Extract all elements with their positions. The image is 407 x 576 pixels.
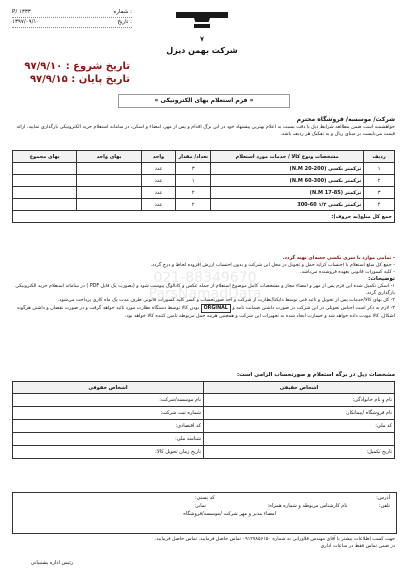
- tender-dates: [10, 60, 130, 86]
- table-row: ۱ ترکمتر بکسی (N.M 20-200) ۳ عدد: [13, 163, 395, 175]
- note-1: - تمامی موارد با سری بکسی جعبه‌ای تهیه گردد.: [282, 256, 395, 261]
- table-row: تاریخ تکمیل: تاریخ زمان تحویل کالا:: [13, 446, 395, 459]
- note-p3: ۳- لازم به ذکر است اجناس تحویلی در این شرکت در صورت داشتن ضمانت نامه و ORGINAL بودن کالا توسط دستگاه نظارت مورد تائید خواهد گرفت و در صورت نقصان و داشتن هرگونه اشکال، کالا مودت داده خواهد شد و خسارت ایجاد شده به تجهیزات این شرکت و همچنین هزینه حمل مربوطه تامین کننده کالا خواهد بود.: [16, 306, 395, 319]
- form-title: « فرم استعلام بهای الکترونیکی »: [118, 94, 290, 108]
- col-legal-persons: اشخاص حقوقی: [13, 382, 204, 394]
- phone-line: تلفن: نام کارشناس مربوطه و شماره همراه: نمابر:: [194, 503, 390, 509]
- total-row: [13, 211, 395, 223]
- footer-contact: جهت کسب اطلاعات بیشتر با آقای مهندس فلاورانی به شماره ۰۹۱۲۷۸۵۶۱۵۰ تماس حاصل فرمایید. تماس حاصل فرمایید.: [154, 537, 395, 542]
- addressee: شرکت/ موسسه/ فروشگاه محترم: [296, 116, 395, 123]
- table-row: ۴ ترکمتر بکسی ۱/۲ 60-300 ۲ عدد: [13, 199, 395, 211]
- company-name: شرکت بهمن دیزل: [166, 46, 238, 55]
- buyer-header-row: [13, 382, 395, 394]
- total-price-cell[interactable]: [13, 199, 77, 211]
- address-line: آدرس: کد پستی:: [194, 495, 390, 501]
- note-p2: ۲- کل بهای کالا/خدمات پس از تحویل و تائید فنی توسط دایکتا/نظارت از شرکت و اخذ صورتحساب و کسر کلیه کسورات قانونی طرف مدت یک ماه کاری پرداخت می‌شود.: [57, 298, 395, 303]
- doc-number: P/ ۱۳۳۳ شماره :: [12, 8, 132, 18]
- unit-price-cell[interactable]: [77, 187, 141, 199]
- company-logo: [164, 8, 240, 68]
- unit-price-cell[interactable]: [77, 163, 141, 175]
- notes-title: توضیحات:: [368, 276, 395, 282]
- bahman-diesel-logo-icon: [172, 8, 232, 46]
- note-2: - جمع کل مبلغ استعلام با احتساب کرایه حمل و تحویل در محل این شرکت و بدون احتساب ارزش افزوده لحاظ و درج گردد.: [150, 263, 395, 268]
- col-row: ردیف: [364, 151, 395, 163]
- doc-date: ۱۳۹۷/۰۹/۱۰ تاریخ :: [12, 18, 132, 28]
- col-real-persons: اشخاص حقیقی: [204, 382, 395, 394]
- total-label: جمع کل مبلغ(به حروف):: [13, 211, 395, 223]
- items-table: [12, 150, 395, 223]
- notes-section: [12, 255, 395, 320]
- col-unit-price: بهای واحد: [77, 151, 141, 163]
- col-qty: تعداد/ مقدار: [176, 151, 211, 163]
- footer-notes: [12, 536, 395, 550]
- total-price-cell[interactable]: [13, 187, 77, 199]
- col-desc: مشخصات ونوع کالا / خدمات مورد استعلام: [211, 151, 364, 163]
- end-date: تاریخ پایان : ۹۷/۹/۱۵: [29, 74, 130, 85]
- unit-price-cell[interactable]: [77, 175, 141, 187]
- total-price-cell[interactable]: [13, 163, 77, 175]
- seal-line: امضاء مدیر و مهر شرکت /موسسه/فروشگاه: [183, 511, 276, 517]
- footer-hours: در ضمن تماس فقط در ساعات اداری: [320, 544, 395, 549]
- table-row: کد ملی: کد اقتصادی:: [13, 420, 395, 433]
- total-price-cell[interactable]: [13, 175, 77, 187]
- original-badge: ORGINAL: [201, 304, 231, 313]
- items-header-row: [13, 151, 395, 163]
- address-box: [12, 492, 397, 534]
- buyer-section-title: مشخصات ذیل در برگه استعلام و صورتحساب الزامی است:: [236, 372, 395, 378]
- unit-price-cell[interactable]: [77, 199, 141, 211]
- cover-letter: [12, 115, 395, 138]
- signature-label: رئیس اداره پشتیبانی: [30, 560, 74, 566]
- note-3: - کلیه کسورات قانونی بعهده فروشنده می‌باشد.: [300, 270, 395, 275]
- table-row: نام و نام خانوادگی: نام موسسه/شرکت:: [13, 394, 395, 407]
- table-row: ۲ ترکمتر بکسی (N.M 60-300) ۱ عدد: [13, 175, 395, 187]
- table-row: نام فروشگاه /پیمانکار: شماره ثبت شرکت:: [13, 407, 395, 420]
- start-date: تاریخ شروع : ۹۷/۹/۱۰: [24, 61, 130, 72]
- cover-body: خواهشمند است ضمن مطالعه شرایط ذیل با دقت نسبت به اعلام بهترین پیشنهاد خود در این برگ اقدام و پس از مهر، امضاء و اسکن، در سامانه استعلام خرید الکترونیکی بارگذاری نمایید. ارائه قیمت می‌بایست بر مبنای ریال و به تفکیک هر ردیف باشد.: [16, 125, 395, 137]
- table-row: ۳ ترکمتر (N.M 17-85) ۲ عدد: [13, 187, 395, 199]
- watermark: 021-88349670 ParsNamadData: [148, 270, 262, 302]
- table-row: شناسه ملی:: [13, 433, 395, 446]
- note-p1: ۱- اسکن تکمیل شده این فرم پس از مهر و امضاء مجاز و مشخصات کامل موضوع استعلام از جمله عکس و کاتالوگ پیوست شود و (بصورت یک فایل PDF ) در سامانه استعلام خرید الکترونیکی بارگذاری گردد.: [15, 284, 395, 296]
- col-unit: واحد: [141, 151, 176, 163]
- doc-header-info: [12, 8, 132, 28]
- buyer-table: [12, 381, 395, 459]
- col-total-price: بهای مجموع: [13, 151, 77, 163]
